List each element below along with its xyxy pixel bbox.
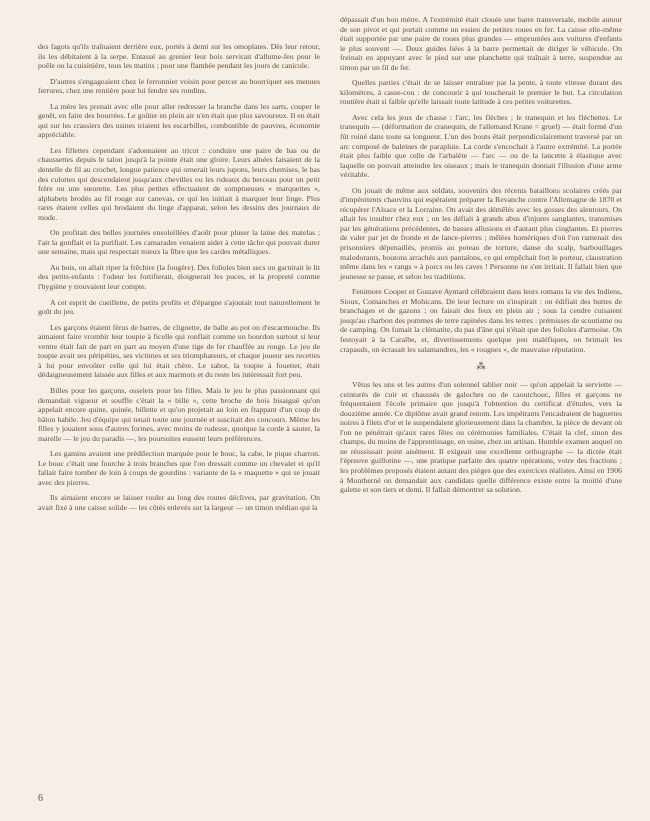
section-divider-ornament: ⁂	[476, 361, 486, 372]
paragraph: Vêtus les uns et les autres d'un solennel tablier noir — qu'on appelait la serviette — ceinturés de cuir et chaussés de galoches ou de caoutchouc, filles et garçons ne fréquentaient l'école primaire que jusqu'à l'obtention du certificat d'études, vers la douzième année. Ce diplôme avait grand renom. Les impétrants l'encadraient de baguettes noires à filets d'or et le suspendaient glorieusement dans la chambre, la pièce de devant où l'on ne pénétrait qu'aux rares fêtes ou cérémonies familiales. C'était la clef, sinon des champs, du moins de l'apprentissage, en usine, chez un artisan. Humble examen auquel on ne réussissait point aisément. Il exigeait une excellente orthographe — la dictée était l'épreuve guillotine —, une pratique parfaite des quatre opérations, voire des fractions ; les problèmes proposés étaient autant des pièges que des exercices réalistes. Ainsi en 1906 à Montherné on demandait aux candidats quelle différence existe entre la moitié d'une galette et son tiers et demi. Il fallait démontrer sa solution.	[340, 380, 622, 495]
paragraph: dépassait d'un bon mètre. A l'extrémité était clouée une barre transversale, mobile autour de son pivot et qui portait comme un essieu de petites roues en fer. La caisse elle-même était supportée par une paire de roues plus grandes — empruntées aux voitures d'enfants le plus souvent —. Deux guides liées à la barre permettait de diriger le véhicule. On freinait en appuyant avec le pied sur une planchette qui traînait à terre, suspendue au timon par un fil de fer.	[340, 15, 622, 72]
paragraph: des fagots qu'ils traînaient derrière eux, portés à demi sur les omoplates. Dès leur retour, ils les débitaient à la serpe. Entassé au grenier leur bois servirait d'allume-feu pour le poêle ou la cuisinière, tous les matins ; pour une flambée pendant les jours de canicule.	[38, 42, 320, 71]
paragraph: A cet esprit de cueillette, de petits profits et d'épargne s'ajoutait tout naturellement le goût du jeu.	[38, 297, 320, 317]
left-column	[38, 42, 320, 519]
paragraph: La mère les prenait avec elle pour aller redresser la branche dans les sarts, couper le genêt, en faire des bourrées. Le goûter en plein air n'en était que plus savoureux. Il en était qui sur les crassiers des usines triaient les escarbilles, combustible de pauvres, économie appréciable.	[38, 101, 320, 140]
right-column	[340, 15, 622, 501]
paragraph: D'autres s'engageaient chez le ferronnier voisin pour percer au bourriquet ses menues ferrures, chez une rentière pour lui fendre ses rondins.	[38, 76, 320, 96]
paragraph: Les garçons étaient férus de barres, de clignette, de balle au pot ou d'escarmouche. Ils aimaient faire vrombir leur toupie à ficelle qui ronflait comme un bourdon surtout si leur ventre était fait de part en part au moyen d'une tige de fer chauffée au rouge. Le jeu de toupie avait ses péripéties, ses victimes et ses triomphateurs, et chaque joueur ses recettes à lui pour envoûter celle qui lui était chère. Le sabot, la toupie à fouetter, était dédaigneusement laissée aux filles et aux marmots et du reste les intéressait fort peu.	[38, 322, 320, 380]
paragraph: Les fillettes cependant s'adonnaient au tricot : conduire une paire de bas ou de chaussettes depuis le talon jusqu'à la pointe était une gloire. Leurs aînées faisaient de la dentelle de fil au crochet, longue patience qui ornerait leurs jupons, leurs chemises, le bas des culottes qui descendaient jusqu'aux chevilles ou les rideaux du berceau pour un petit frère ou une sœurette. Les plus petites effectuaient de somptueuses « marquettes », alphabets brodés au fil rouge sur canevas, ce qui les initiait à marquer leur linge. Plus rares étaient celles qui brodaient du linge d'apparat, selon les dessins des journaux de mode.	[38, 145, 320, 222]
paragraph: Avec cela les jeux de chasse : l'arc, les flèches ; le tranequin et les fléchettes. Le tranequin — (déformation de cranequin, de l'allemand Krane = gruel) — était formé d'un fût roiné dans toute sa longueur. L'un des bouts était perpendiculairement traversé par un arc composé de baleines de parapluie. La corde s'encochait à l'autre extrémité. La portée était plus faible que celle de l'arbalète — l'arc — ou de la lancette à élastique avec laquelle on pouvait atteindre les oiseaux ; mais le tranequin donnait l'illusion d'une arme véritable.	[340, 112, 622, 180]
paragraph: Au bois, on allait riper la frêchire (la fougère). Des folioles bien secs on garnirait le lit des petits-enfants : l'odeur les fortifierait, éloignerait les puces, et la propreté comme l'hygiène y trouvaient leur compte.	[38, 262, 320, 292]
paragraph: Fenimore Cooper et Gustave Aymard célébraient dans leurs romans la vie des Indiens, Sioux, Comanches et Mohicans. De leur lecture on s'inspirait : on édifiait des huttes de branchages et de gazons ; on faisait des feux en plein air ; sous la cendre cuisaient jusqu'au charbon des pommes de terre rapinées dans les terres : prémisses de scoutisme ou de camping. On fumait la clématite, du pas d'âne qui n'était que des folioles d'armoise. On festoyait à la Caraïbe, et, divertissements quelque peu maléfiques, on brimait les crapauds, on écrasait les salamandres, les « rougnes », de mauvaise réputation.	[340, 287, 623, 354]
paragraph: On jouait de même aux soldats, souvenirs des récents bataillons scolaires créés par d'impénitents chauvins qui espéraient préparer la Revanche contre l'Allemagne de 1870 et récupérer l'Alsace et la Lorraine. On avait des démêlés avec les gosses des alentours. On allait les insulter chez eux ; on les défiait à grands abus d'injures sanglantes, transmises par les générations précédentes, de basses allusions et d'autant plus cinglantes. Et pierres de valer par jet de fronde et de lance-pierres ; mêlées homériques d'où l'on ramenait des prisonniers dépenaillés, promis au poteau de torture, danse du scalp, barbouillages malodorants, boutons arrachés aux pantalons, ce qui empêchait fort le porteur, claustration même dans les « rangs » à porcs ou les caves ! Personne ne s'en irritait. Il fallait bien que jeunesse se passe, et selon les traditions.	[340, 185, 623, 281]
paragraph: Ils aimaient encore se laisser rouler au long des routes déclives, par gravitation. On avait fixé à une caisse solide — les côtés enlevés sur la largeur — un timon médian qui la	[38, 493, 320, 512]
page-number: 6	[38, 793, 43, 804]
paragraph: Les gamins avaient une prédilection marquée pour le bouc, la cabe, le pique charron. Le bouc c'était une fourche à trois branches que l'on dressait comme un chevalet et qu'il fallait faire tomber de loin à coups de gourdins : variante de la « maquette » qui se jouait avec des pierres.	[38, 449, 320, 487]
paragraph: Quelles parties c'était de se laisser entraîner par la pente, à toute vitesse durant des kilomètres, à casse-cou : de concourir à qui toucherait le premier le but. La circulation routière était si faible qu'elle laissait toute latitude à ces petites voiturettes.	[340, 78, 622, 107]
paragraph: On profitait des belles journées ensoleillées d'août pour pluser la laine des matelas ; l'air la gonflait et la purifiait. Les camarades venaient aider à cette tâche qui pouvait durer une semaine, mais qui respectait mieux la fibre que les cardes métalliques.	[38, 228, 320, 257]
paragraph: Billes pour les garçons, osselets pour les filles. Mais le jeu le plus passionnant qui demandait vigueur et souffle c'était la « bille », cette broche de bois bisaiguë qu'on appelait encore quine, quinée, billette et qu'on projetait au loin en frappant d'un coup de bâton habile. Jeu d'équipe qui tenait toute une journée et suscitait des concours. Même les filles y jouaient sous d'autres formes, avec moins de rudesse, quoique la corde à sauter, la marelle — le jeu du paradis —, les poursuites eussent leurs préférences.	[38, 385, 320, 443]
